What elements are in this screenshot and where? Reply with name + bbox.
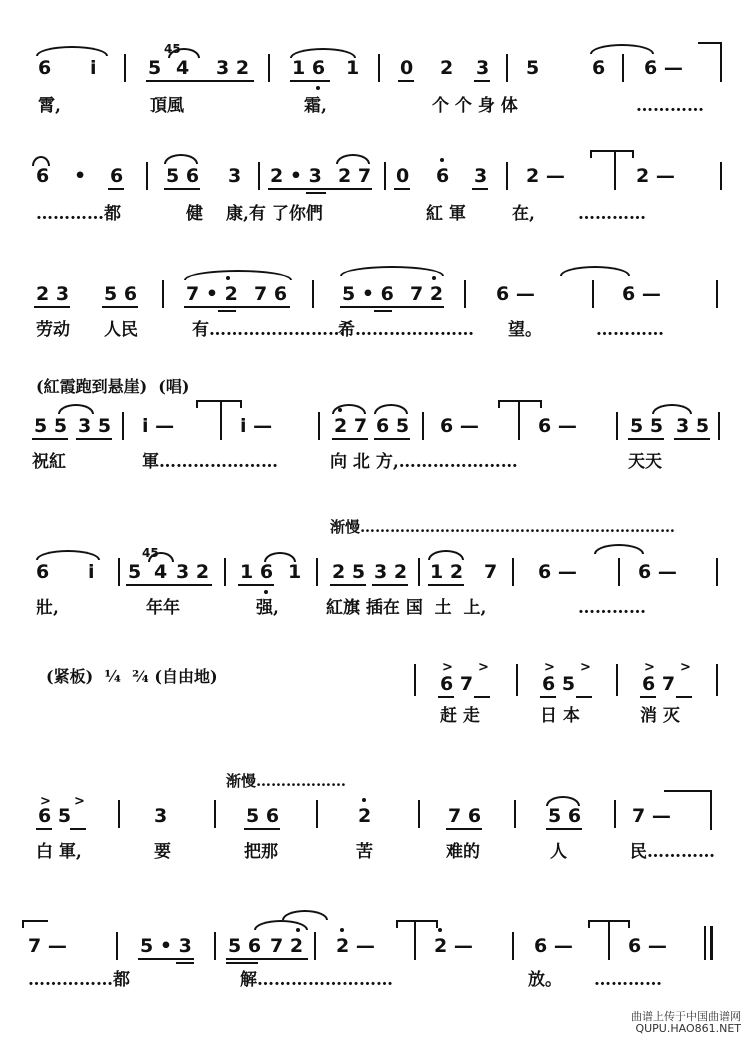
underline-beam bbox=[306, 192, 326, 194]
note: 7 • 2 bbox=[186, 283, 238, 305]
note: 6 — bbox=[628, 935, 667, 957]
barline bbox=[214, 800, 216, 828]
lyric: 把那 bbox=[244, 842, 278, 862]
slur bbox=[340, 266, 444, 276]
note: 5 6 bbox=[104, 283, 138, 305]
underline-beam bbox=[164, 188, 200, 190]
lyric: …………都 bbox=[36, 204, 121, 224]
accent-mark: > bbox=[680, 660, 691, 675]
underline-beam bbox=[446, 828, 482, 830]
note: 7 bbox=[484, 561, 498, 583]
note: 7 6 bbox=[448, 805, 482, 827]
lyric: 白 軍, bbox=[36, 842, 82, 862]
tie bbox=[396, 920, 438, 928]
slur bbox=[560, 266, 630, 276]
octave-dot bbox=[316, 86, 320, 90]
barline bbox=[616, 412, 618, 440]
tie bbox=[196, 400, 242, 408]
barline bbox=[418, 558, 420, 586]
lyric: 民………… bbox=[630, 842, 715, 862]
slur bbox=[36, 46, 108, 56]
lyric: ………… bbox=[594, 970, 662, 990]
barline bbox=[314, 932, 316, 960]
lyric: 苦 bbox=[356, 842, 373, 862]
lyric: 日 本 bbox=[540, 706, 580, 726]
underline-beam bbox=[428, 584, 464, 586]
note: 5 6 bbox=[228, 935, 262, 957]
barline bbox=[506, 54, 508, 82]
note: 1 6 bbox=[240, 561, 274, 583]
underline-beam bbox=[244, 828, 280, 830]
barline bbox=[312, 280, 314, 308]
note: • bbox=[74, 165, 87, 187]
tie bbox=[498, 400, 542, 408]
barline bbox=[116, 932, 118, 960]
note: 5 • 6 bbox=[342, 283, 394, 305]
lyric: 解…………………… bbox=[240, 970, 393, 990]
note: 2 3 bbox=[36, 283, 70, 305]
barline bbox=[318, 412, 320, 440]
note: 3 5 bbox=[676, 415, 710, 437]
watermark-line-1: 曲谱上传于中国曲谱网 bbox=[631, 1010, 741, 1023]
slur bbox=[148, 552, 174, 562]
underline-beam bbox=[576, 696, 592, 698]
note: 2 — bbox=[336, 935, 375, 957]
barline bbox=[710, 790, 712, 830]
lyric: 頂風 bbox=[150, 96, 184, 116]
grace-notes: 45 bbox=[142, 546, 159, 560]
barline bbox=[614, 800, 616, 828]
underline-beam bbox=[76, 438, 112, 440]
note: 5 6 bbox=[548, 805, 582, 827]
final-barline-thick bbox=[710, 926, 713, 960]
underline-beam bbox=[70, 828, 86, 830]
underline-beam bbox=[540, 696, 556, 698]
tempo-marking: 渐慢……………… bbox=[226, 772, 347, 790]
note: 6 — bbox=[538, 415, 577, 437]
lyric: 軍………………… bbox=[142, 452, 278, 472]
accent-mark: > bbox=[644, 660, 655, 675]
note: 4 bbox=[176, 57, 190, 79]
underline-beam bbox=[102, 306, 138, 308]
note: 6 — bbox=[538, 561, 577, 583]
note: 6 5 bbox=[376, 415, 410, 437]
barline bbox=[122, 412, 124, 440]
accent-mark: > bbox=[74, 794, 85, 809]
note: 5 bbox=[128, 561, 142, 583]
underline-beam bbox=[474, 696, 490, 698]
note: 5 bbox=[526, 57, 540, 79]
lyric: 向 北 方,………………… bbox=[330, 452, 518, 472]
barline bbox=[220, 400, 222, 440]
slur bbox=[590, 44, 654, 54]
note: 5 6 bbox=[246, 805, 280, 827]
barline bbox=[268, 54, 270, 82]
barline bbox=[118, 558, 120, 586]
lyric: 难的 bbox=[446, 842, 480, 862]
note: 6 — bbox=[534, 935, 573, 957]
lyric: ………… bbox=[636, 96, 704, 116]
barline bbox=[716, 558, 718, 586]
note: 7 2 bbox=[270, 935, 304, 957]
note: 6 — bbox=[638, 561, 677, 583]
underline-beam bbox=[36, 828, 52, 830]
underline-beam bbox=[628, 438, 664, 440]
slur bbox=[264, 552, 296, 562]
underline-beam bbox=[394, 188, 410, 190]
lyric: 希………………… bbox=[338, 320, 474, 340]
accent-mark: > bbox=[40, 794, 51, 809]
octave-dot bbox=[438, 928, 442, 932]
lyric: 望。 bbox=[508, 320, 542, 340]
underline-beam bbox=[176, 962, 194, 964]
underline-beam bbox=[374, 438, 410, 440]
barline bbox=[716, 664, 718, 696]
octave-dot bbox=[226, 276, 230, 280]
barline bbox=[118, 800, 120, 828]
underline-beam bbox=[138, 958, 194, 960]
note: 1 bbox=[288, 561, 302, 583]
barline bbox=[512, 932, 514, 960]
slur bbox=[36, 550, 100, 560]
lyric: 霄, bbox=[38, 96, 61, 116]
slur bbox=[282, 910, 328, 920]
lyric: 健 bbox=[186, 204, 203, 224]
underline-beam bbox=[290, 80, 330, 82]
slur bbox=[594, 544, 644, 554]
barline bbox=[316, 558, 318, 586]
lyric: ………… bbox=[596, 320, 664, 340]
barline bbox=[614, 150, 616, 190]
note: 5 6 bbox=[166, 165, 200, 187]
lyric: 要 bbox=[154, 842, 171, 862]
underline-beam bbox=[676, 696, 692, 698]
stage-direction: (紅霞跑到悬崖) (唱) bbox=[36, 377, 190, 396]
note: 1 2 bbox=[430, 561, 464, 583]
note: 1 bbox=[346, 57, 360, 79]
slur bbox=[168, 48, 200, 58]
lyric: 紅 軍 bbox=[426, 204, 466, 224]
barline bbox=[592, 280, 594, 308]
note: 2 • 3 bbox=[270, 165, 322, 187]
note: 5 5 bbox=[630, 415, 664, 437]
barline bbox=[716, 280, 718, 308]
barline bbox=[414, 920, 416, 960]
note: 6 bbox=[36, 165, 50, 187]
note: 4 bbox=[154, 561, 168, 583]
lyric: 祝紅 bbox=[32, 452, 66, 472]
lyric: 劳动 bbox=[36, 320, 70, 340]
barline bbox=[514, 800, 516, 828]
underline-beam bbox=[238, 584, 274, 586]
underline-beam bbox=[108, 188, 124, 190]
lyric: 放。 bbox=[528, 970, 562, 990]
note: 3 bbox=[474, 165, 488, 187]
note: 5 • 3 bbox=[140, 935, 192, 957]
note: i — bbox=[240, 415, 273, 437]
tie bbox=[22, 920, 48, 928]
accent-mark: > bbox=[442, 660, 453, 675]
barline bbox=[512, 558, 514, 586]
lyric: ………… bbox=[578, 598, 646, 618]
note: 3 2 bbox=[374, 561, 408, 583]
note: 2 — bbox=[636, 165, 675, 187]
lyric: 壯, bbox=[36, 598, 59, 618]
note: 6 7 bbox=[642, 673, 676, 695]
note: 3 5 bbox=[78, 415, 112, 437]
lyric: 康,有 了你們 bbox=[226, 204, 323, 224]
grace-notes: 45 bbox=[164, 42, 181, 56]
underline-beam bbox=[640, 696, 656, 698]
underline-beam bbox=[126, 584, 212, 586]
slur bbox=[58, 404, 94, 414]
underline-beam bbox=[330, 584, 366, 586]
note: 5 5 bbox=[34, 415, 68, 437]
barline bbox=[414, 664, 416, 696]
note: 6 bbox=[36, 561, 50, 583]
barline bbox=[224, 558, 226, 586]
note: 2 7 bbox=[338, 165, 372, 187]
octave-dot bbox=[340, 928, 344, 932]
underline-beam bbox=[32, 438, 68, 440]
underline-beam bbox=[474, 80, 490, 82]
barline bbox=[518, 400, 520, 440]
note: 3 bbox=[154, 805, 168, 827]
barline bbox=[516, 664, 518, 696]
lyric: 强, bbox=[256, 598, 279, 618]
note: i — bbox=[142, 415, 175, 437]
note: 3 bbox=[476, 57, 490, 79]
slur bbox=[374, 404, 408, 414]
underline-beam bbox=[226, 962, 258, 964]
barline bbox=[214, 932, 216, 960]
barline bbox=[608, 920, 610, 960]
note: 1 6 bbox=[292, 57, 326, 79]
tie bbox=[590, 150, 634, 158]
barline bbox=[146, 162, 148, 190]
note: 7 6 bbox=[254, 283, 288, 305]
note: i bbox=[88, 561, 95, 583]
note: 0 bbox=[396, 165, 410, 187]
lyric: 年年 bbox=[146, 598, 180, 618]
slur bbox=[652, 404, 692, 414]
underline-beam bbox=[268, 188, 372, 190]
barline bbox=[422, 412, 424, 440]
note: 2 5 bbox=[332, 561, 366, 583]
final-barline-thin bbox=[704, 926, 706, 960]
underline-beam bbox=[332, 438, 368, 440]
barline bbox=[464, 280, 466, 308]
note: 6 — bbox=[440, 415, 479, 437]
note: 6 bbox=[592, 57, 606, 79]
note: 6 — bbox=[496, 283, 535, 305]
lyric: 有…………………… bbox=[192, 320, 345, 340]
watermark bbox=[631, 1011, 741, 1035]
note: 6 5 bbox=[542, 673, 576, 695]
lyric: ………… bbox=[578, 204, 646, 224]
barline bbox=[418, 800, 420, 828]
accent-mark: > bbox=[544, 660, 555, 675]
barline bbox=[316, 800, 318, 828]
note: 6 bbox=[436, 165, 450, 187]
lyric: ……………都 bbox=[28, 970, 130, 990]
note: 2 — bbox=[526, 165, 565, 187]
barline bbox=[616, 664, 618, 696]
note: 3 bbox=[228, 165, 242, 187]
note: 6 — bbox=[644, 57, 683, 79]
underline-beam bbox=[438, 696, 454, 698]
underline-beam bbox=[226, 958, 308, 960]
barline bbox=[162, 280, 164, 308]
note: 3 2 bbox=[176, 561, 210, 583]
slur bbox=[428, 550, 464, 560]
note: 6 — bbox=[622, 283, 661, 305]
tempo-and-meter: (紧板) ¼ ²⁄₄ (自由地) bbox=[46, 667, 218, 686]
octave-dot bbox=[362, 798, 366, 802]
octave-dot bbox=[296, 928, 300, 932]
note: 0 bbox=[400, 57, 414, 79]
barline bbox=[720, 162, 722, 190]
tie bbox=[698, 42, 722, 50]
underline-beam bbox=[374, 310, 392, 312]
octave-dot bbox=[338, 408, 342, 412]
lyric: 在, bbox=[512, 204, 535, 224]
barline bbox=[124, 54, 126, 82]
barline bbox=[506, 162, 508, 190]
lyric: 霜, bbox=[304, 96, 327, 116]
barline bbox=[622, 54, 624, 82]
note: 2 bbox=[440, 57, 454, 79]
slur bbox=[184, 270, 292, 280]
underline-beam bbox=[398, 80, 414, 82]
barline bbox=[378, 54, 380, 82]
underline-beam bbox=[184, 306, 290, 308]
note: 7 — bbox=[632, 805, 671, 827]
octave-dot bbox=[432, 276, 436, 280]
note: 3 2 bbox=[216, 57, 250, 79]
accent-mark: > bbox=[478, 660, 489, 675]
underline-beam bbox=[218, 310, 236, 312]
lyric: 人 bbox=[550, 842, 567, 862]
underline-beam bbox=[546, 828, 582, 830]
note: 2 7 bbox=[334, 415, 368, 437]
underline-beam bbox=[472, 188, 488, 190]
tempo-marking: 渐慢……………………………………………………… bbox=[330, 518, 676, 536]
note: 6 bbox=[110, 165, 124, 187]
barline bbox=[384, 162, 386, 190]
lyric: 紅旗 插在 国 土 上, bbox=[326, 598, 487, 618]
underline-beam bbox=[340, 306, 444, 308]
underline-beam bbox=[674, 438, 710, 440]
octave-dot bbox=[264, 590, 268, 594]
note: 5 bbox=[148, 57, 162, 79]
note: 6 bbox=[38, 57, 52, 79]
lyric: 天天 bbox=[628, 452, 662, 472]
note: 6 7 bbox=[440, 673, 474, 695]
note: 2 — bbox=[434, 935, 473, 957]
underline-beam bbox=[372, 584, 408, 586]
note: 2 bbox=[358, 805, 372, 827]
accent-mark: > bbox=[580, 660, 591, 675]
barline bbox=[258, 162, 260, 190]
note: 7 — bbox=[28, 935, 67, 957]
barline bbox=[618, 558, 620, 586]
lyric: 消 灭 bbox=[640, 706, 680, 726]
note: 6 5 bbox=[38, 805, 72, 827]
lyric: 人民 bbox=[104, 320, 138, 340]
slur bbox=[164, 154, 198, 164]
octave-dot bbox=[440, 158, 444, 162]
slur bbox=[290, 48, 356, 58]
barline bbox=[718, 412, 720, 440]
tie bbox=[664, 790, 712, 798]
lyric: 赶 走 bbox=[440, 706, 480, 726]
watermark-line-2: QUPU.HAO861.NET bbox=[635, 1022, 741, 1035]
note: 7 2 bbox=[410, 283, 444, 305]
barline bbox=[720, 42, 722, 82]
slur bbox=[336, 154, 370, 164]
lyric: 个 个 身 体 bbox=[432, 96, 518, 116]
underline-beam bbox=[34, 306, 70, 308]
note: i bbox=[90, 57, 97, 79]
underline-beam bbox=[146, 80, 254, 82]
